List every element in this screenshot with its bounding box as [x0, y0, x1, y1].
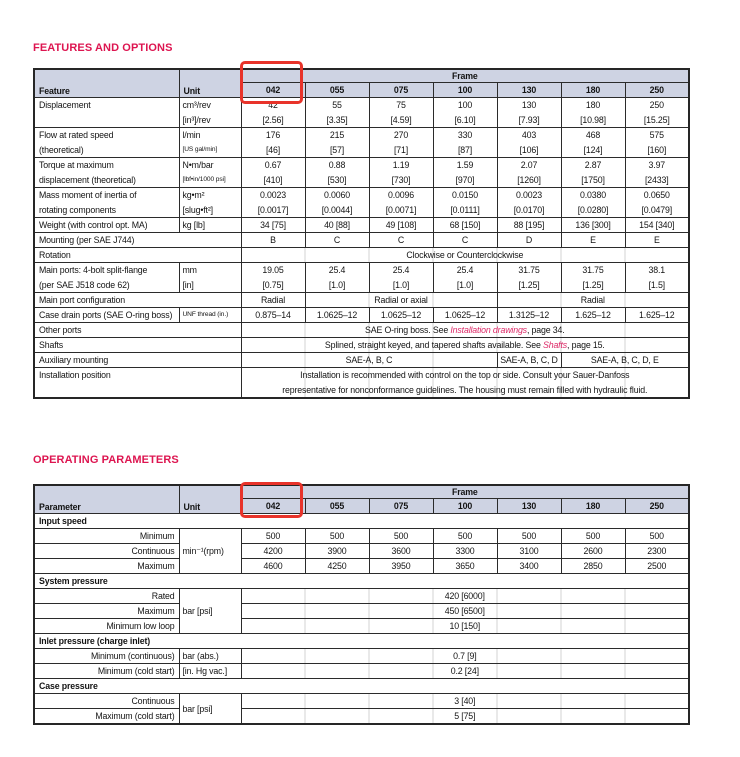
cell: 1.0625–12: [369, 308, 433, 323]
cell: 25.4 [1.0]: [305, 263, 369, 293]
cell: 270 [71]: [369, 128, 433, 158]
frame-col-header-250: 250: [625, 83, 689, 98]
unit-cell: [in. Hg vac.]: [179, 664, 241, 679]
table-row-auxiliary-mounting: [34, 353, 689, 368]
frame-header-row: [34, 485, 689, 499]
cell: 330 [87]: [433, 128, 497, 158]
cell: 0.0380 [0.0280]: [561, 188, 625, 218]
cell: 88 [195]: [497, 218, 561, 233]
cell: 2850: [561, 559, 625, 574]
section-row-input-speed: [34, 514, 689, 529]
cell: 180 [10.98]: [561, 98, 625, 128]
cell: 500: [625, 529, 689, 544]
cell: E: [561, 233, 625, 248]
cell: 2600: [561, 544, 625, 559]
unit-cell: kg [lb]: [179, 218, 241, 233]
table-row-case-continuous: [34, 694, 689, 709]
unit-cell: bar (abs.): [179, 649, 241, 664]
cell: Installation is recommended with control on the top or side. Consult your Sauer-Danfoss representative for nonconformance guidelines. The housing must remain filled with hydraulic fluid.: [241, 368, 689, 399]
cell: 0.0650 [0.0479]: [625, 188, 689, 218]
cell: 250 [15.25]: [625, 98, 689, 128]
cell: 4200: [241, 544, 305, 559]
feature-label: Mass moment of inertia of rotating components: [34, 188, 179, 218]
frame-group-header: Frame: [241, 485, 689, 499]
unit-cell: bar [psi]: [179, 694, 241, 725]
parameter-label: Minimum: [34, 529, 179, 544]
frame-col-header-042: 042: [241, 499, 305, 514]
features-table: [33, 68, 690, 399]
cell: 0.7 [9]: [241, 649, 689, 664]
frame-col-header-250: 250: [625, 499, 689, 514]
frame-col-header-130: 130: [497, 83, 561, 98]
table-row-port-configuration: [34, 293, 689, 308]
cell: 1.625–12: [625, 308, 689, 323]
section-row-case-pressure: [34, 679, 689, 694]
feature-label: Auxiliary mounting: [34, 353, 241, 368]
cell-text: Splined, straight keyed, and tapered shafts available. See: [324, 340, 543, 350]
feature-label: Flow at rated speed (theoretical): [34, 128, 179, 158]
unit-column-header: Unit: [179, 69, 241, 98]
cell: 2300: [625, 544, 689, 559]
table-row-sys-maximum: [34, 604, 689, 619]
cell: 2500: [625, 559, 689, 574]
parameter-label: Continuous: [34, 544, 179, 559]
table-row-speed-minimum: [34, 529, 689, 544]
cell: B: [241, 233, 305, 248]
feature-label: Mounting (per SAE J744): [34, 233, 241, 248]
features-section-title: FEATURES AND OPTIONS: [33, 42, 173, 54]
cell: Radial: [497, 293, 689, 308]
section-header: Case pressure: [34, 679, 689, 694]
cell: 3600: [369, 544, 433, 559]
cell: Radial: [241, 293, 305, 308]
cell: 1.3125–12: [497, 308, 561, 323]
shafts-link[interactable]: Shafts: [542, 340, 568, 350]
table-row-flow: [34, 128, 689, 158]
unit-cell: bar [psi]: [179, 589, 241, 634]
table-row-weight: [34, 218, 689, 233]
table-row-displacement: [34, 98, 689, 128]
cell: 500: [497, 529, 561, 544]
cell: 3 [40]: [241, 694, 689, 709]
parameter-label: Rated: [34, 589, 179, 604]
section-header: System pressure: [34, 574, 689, 589]
operating-table: [33, 484, 690, 725]
unit-column-header: Unit: [179, 485, 241, 514]
cell: 3900: [305, 544, 369, 559]
frame-col-header-130: 130: [497, 499, 561, 514]
parameter-label: Minimum low loop: [34, 619, 179, 634]
cell: 5 [75]: [241, 709, 689, 725]
cell: 2.87 [1750]: [561, 158, 625, 188]
table-row-torque: [34, 158, 689, 188]
table-row-inlet-minimum-continuous: [34, 649, 689, 664]
frame-col-header-042: 042: [241, 83, 305, 98]
unit-cell: UNF thread (in.): [179, 308, 241, 323]
cell: 0.2 [24]: [241, 664, 689, 679]
cell: 75 [4.59]: [369, 98, 433, 128]
cell: 38.1 [1.5]: [625, 263, 689, 293]
table-row-rated: [34, 589, 689, 604]
table-row-shafts: [34, 338, 689, 353]
cell: 4250: [305, 559, 369, 574]
cell: 3100: [497, 544, 561, 559]
frame-col-header-100: 100: [433, 83, 497, 98]
parameter-label: Maximum: [34, 559, 179, 574]
cell: 500: [561, 529, 625, 544]
cell: 42 [2.56]: [241, 98, 305, 128]
cell: 136 [300]: [561, 218, 625, 233]
table-row-minimum-low-loop: [34, 619, 689, 634]
installation-drawings-link[interactable]: Installation drawings: [450, 325, 527, 335]
parameter-label: Continuous: [34, 694, 179, 709]
highlight-box-042-features: [240, 61, 303, 104]
feature-label: Weight (with control opt. MA): [34, 218, 179, 233]
feature-label: Installation position: [34, 368, 241, 399]
cell: 1.0625–12: [305, 308, 369, 323]
cell: 420 [6000]: [241, 589, 689, 604]
cell: 34 [75]: [241, 218, 305, 233]
unit-cell: cm³/rev [in³]/rev: [179, 98, 241, 128]
cell: C: [305, 233, 369, 248]
frame-col-header-180: 180: [561, 499, 625, 514]
unit-cell: min⁻¹(rpm): [179, 529, 241, 574]
feature-label: Rotation: [34, 248, 241, 263]
parameter-label: Minimum (continuous): [34, 649, 179, 664]
frame-col-header-180: 180: [561, 83, 625, 98]
cell: 1.0625–12: [433, 308, 497, 323]
cell: 3.97 [2433]: [625, 158, 689, 188]
parameter-label: Minimum (cold start): [34, 664, 179, 679]
cell: 0.0023 [0.0017]: [241, 188, 305, 218]
feature-label: Main ports: 4-bolt split-flange (per SAE J518 code 62): [34, 263, 179, 293]
cell: 1.19 [730]: [369, 158, 433, 188]
section-header: Input speed: [34, 514, 689, 529]
cell: 500: [305, 529, 369, 544]
frame-col-header-100: 100: [433, 499, 497, 514]
section-row-system-pressure: [34, 574, 689, 589]
feature-label: Displacement: [34, 98, 179, 128]
cell: 0.88 [530]: [305, 158, 369, 188]
feature-label: Other ports: [34, 323, 241, 338]
cell: 1.59 [970]: [433, 158, 497, 188]
frame-col-header-055: 055: [305, 499, 369, 514]
cell: C: [433, 233, 497, 248]
cell: 31.75 [1.25]: [497, 263, 561, 293]
cell: 3400: [497, 559, 561, 574]
operating-section-title: OPERATING PARAMETERS: [33, 454, 179, 466]
frame-header-row: [34, 69, 689, 83]
unit-cell: N•m/bar [lbf•in/1000 psi]: [179, 158, 241, 188]
cell: 2.07 [1260]: [497, 158, 561, 188]
table-row-installation-position: [34, 368, 689, 399]
table-row-mounting: [34, 233, 689, 248]
cell: 403 [106]: [497, 128, 561, 158]
cell: 3950: [369, 559, 433, 574]
cell: SAE-A, B, C, D: [497, 353, 561, 368]
table-row-rotation: [34, 248, 689, 263]
parameter-column-header: Parameter: [34, 485, 179, 514]
cell: 3300: [433, 544, 497, 559]
cell: 154 [340]: [625, 218, 689, 233]
parameter-label: Maximum (cold start): [34, 709, 179, 725]
section-header: Inlet pressure (charge inlet): [34, 634, 689, 649]
cell: 3650: [433, 559, 497, 574]
cell: [241, 338, 689, 353]
parameter-label: Maximum: [34, 604, 179, 619]
cell: 0.67 [410]: [241, 158, 305, 188]
cell-text: , page 34.: [526, 325, 565, 335]
cell: 49 [108]: [369, 218, 433, 233]
cell: 500: [369, 529, 433, 544]
feature-label: Case drain ports (SAE O-ring boss): [34, 308, 179, 323]
cell: SAE-A, B, C: [241, 353, 497, 368]
cell: 10 [150]: [241, 619, 689, 634]
table-row-speed-continuous: [34, 544, 689, 559]
cell: 130 [7.93]: [497, 98, 561, 128]
table-row-other-ports: [34, 323, 689, 338]
cell: 31.75 [1.25]: [561, 263, 625, 293]
cell: 100 [6.10]: [433, 98, 497, 128]
cell: Radial or axial: [305, 293, 497, 308]
highlight-box-042-operating: [240, 482, 303, 518]
section-row-inlet-pressure: [34, 634, 689, 649]
table-row-case-drain-ports: [34, 308, 689, 323]
frame-col-header-055: 055: [305, 83, 369, 98]
cell: 4600: [241, 559, 305, 574]
frame-col-header-075: 075: [369, 83, 433, 98]
cell: 0.875–14: [241, 308, 305, 323]
cell: 40 [88]: [305, 218, 369, 233]
cell: 176 [46]: [241, 128, 305, 158]
cell: D: [497, 233, 561, 248]
cell: 25.4 [1.0]: [433, 263, 497, 293]
cell: 468 [124]: [561, 128, 625, 158]
cell: 450 [6500]: [241, 604, 689, 619]
cell: 19.05 [0.75]: [241, 263, 305, 293]
cell: 0.0023 [0.0170]: [497, 188, 561, 218]
table-row-main-ports: [34, 263, 689, 293]
cell: C: [369, 233, 433, 248]
cell: 25.4 [1.0]: [369, 263, 433, 293]
feature-label: Torque at maximum displacement (theoretical): [34, 158, 179, 188]
feature-label: Main port configuration: [34, 293, 241, 308]
table-row-inlet-minimum-cold-start: [34, 664, 689, 679]
feature-column-header: Feature: [34, 69, 179, 98]
unit-cell: kg•m² [slug•ft²]: [179, 188, 241, 218]
cell: 55 [3.35]: [305, 98, 369, 128]
cell: 0.0150 [0.0111]: [433, 188, 497, 218]
cell: 500: [433, 529, 497, 544]
table-row-case-maximum-cold-start: [34, 709, 689, 725]
cell: 500: [241, 529, 305, 544]
cell: Clockwise or Counterclockwise: [241, 248, 689, 263]
cell: E: [625, 233, 689, 248]
cell-text: SAE O-ring boss. See: [365, 325, 451, 335]
cell: 0.0096 [0.0071]: [369, 188, 433, 218]
cell-text: , page 15.: [567, 340, 605, 350]
cell: 0.0060 [0.0044]: [305, 188, 369, 218]
unit-cell: l/min [US gal/min]: [179, 128, 241, 158]
cell: 1.625–12: [561, 308, 625, 323]
frame-col-header-075: 075: [369, 499, 433, 514]
table-row-speed-maximum: [34, 559, 689, 574]
cell: 68 [150]: [433, 218, 497, 233]
unit-cell: mm [in]: [179, 263, 241, 293]
frame-group-header: Frame: [241, 69, 689, 83]
cell: 575 [160]: [625, 128, 689, 158]
table-row-inertia: [34, 188, 689, 218]
cell: SAE-A, B, C, D, E: [561, 353, 689, 368]
cell: [241, 323, 689, 338]
cell: 215 [57]: [305, 128, 369, 158]
feature-label: Shafts: [34, 338, 241, 353]
